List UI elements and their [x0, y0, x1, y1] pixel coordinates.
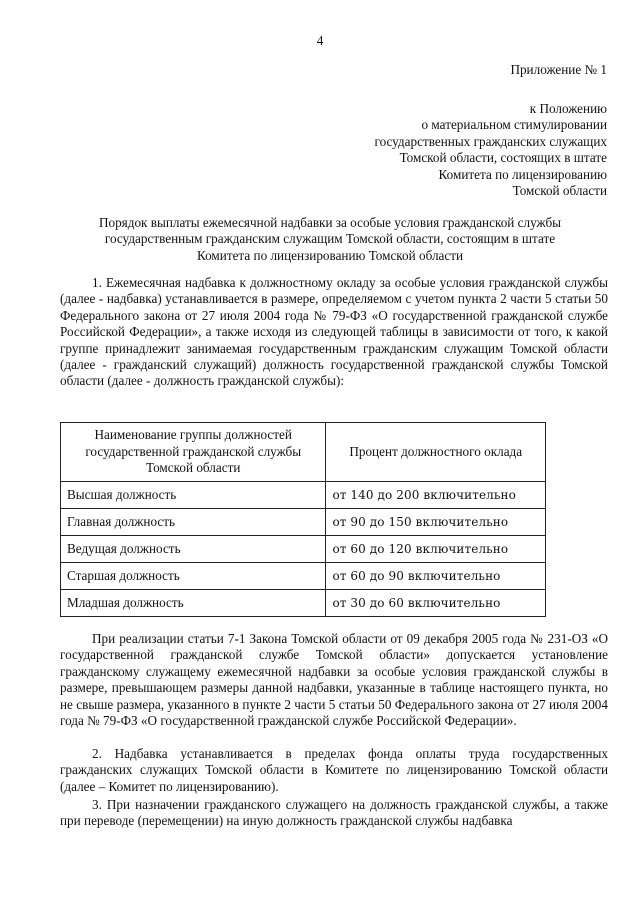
appendix-title: Приложение № 1	[510, 62, 607, 77]
title-line: Комитета по лицензированию Томской области	[196, 247, 464, 263]
table-row	[61, 509, 546, 536]
cell-group: Ведущая должность	[61, 536, 326, 563]
cell-percent: от 90 до 150 включительно	[326, 509, 546, 536]
regulation-reference	[374, 101, 607, 199]
title-line: Порядок выплаты ежемесячной надбавки за особые условия гражданской службы	[98, 215, 562, 230]
paragraph-2: При реализации статьи 7-1 Закона Томской области от 09 декабря 2005 года № 231-ОЗ «О государственной гражданской службе Томской области» допускается установление гражданскому служащему ежемесячной надбавки за особые условия гражданской службы в размере, превышающем размеры данной надбавки, указанные в таблице настоящего пункта, но не свыше размера, указанного в пункте 2 части 5 статьи 50 Федерального закона от 27 июля 2004 года № 79-ФЗ «О государственной гражданской службе Российской Федерации».	[60, 631, 608, 729]
cell-group: Старшая должность	[61, 563, 326, 590]
table-row	[61, 536, 546, 563]
table-row	[61, 563, 546, 590]
table-row	[61, 482, 546, 509]
page-number: 4	[316, 33, 324, 48]
document-title	[80, 215, 580, 264]
header-percent: Процент должностного оклада	[326, 423, 546, 482]
reference-line: государственных гражданских служащих	[374, 133, 607, 149]
cell-percent: от 30 до 60 включительно	[326, 590, 546, 617]
cell-percent: от 140 до 200 включительно	[326, 482, 546, 509]
cell-percent: от 60 до 120 включительно	[326, 536, 546, 563]
paragraph-1: 1. Ежемесячная надбавка к должностному окладу за особые условия гражданской службы (далее - надбавка) устанавливается в размере, определяемом с учетом пункта 2 части 5 статьи 50 Федерального закона от 27 июля 2004 года № 79-ФЗ «О государственной гражданской службе Российской Федерации», а также исходя из следующей таблицы в зависимости от того, к какой группе принадлежит занимаемая государственным гражданским служащим Томской области (далее - гражданский служащий) должность государственной гражданской службы Томской области (далее - должность гражданской службы):	[60, 275, 608, 389]
reference-line: к Положению	[529, 101, 607, 116]
table-header-row	[61, 423, 546, 482]
table-row	[61, 590, 546, 617]
reference-line: Томской области, состоящих в штате	[399, 150, 607, 166]
allowance-table	[60, 422, 546, 617]
cell-group: Высшая должность	[61, 482, 326, 509]
reference-line: Комитета по лицензированию	[438, 166, 607, 182]
title-line: государственным гражданским служащим Томской области, состоящим в штате	[104, 231, 556, 247]
header-group: Наименование группы должностей государственной гражданской службы Томской области	[61, 423, 326, 482]
reference-line: о материальном стимулировании	[421, 117, 607, 133]
paragraph-3: 2. Надбавка устанавливается в пределах фонда оплаты труда государственных гражданских служащих Томской области в Комитете по лицензированию Томской области (далее – Комитет по лицензированию).	[60, 746, 608, 794]
reference-line: Томской области	[512, 183, 607, 199]
paragraph-4: 3. При назначении гражданского служащего на должность гражданской службы, а также при переводе (перемещении) на иную должность гражданской службы надбавка	[60, 797, 608, 829]
cell-group: Главная должность	[61, 509, 326, 536]
cell-percent: от 60 до 90 включительно	[326, 563, 546, 590]
cell-group: Младшая должность	[61, 590, 326, 617]
